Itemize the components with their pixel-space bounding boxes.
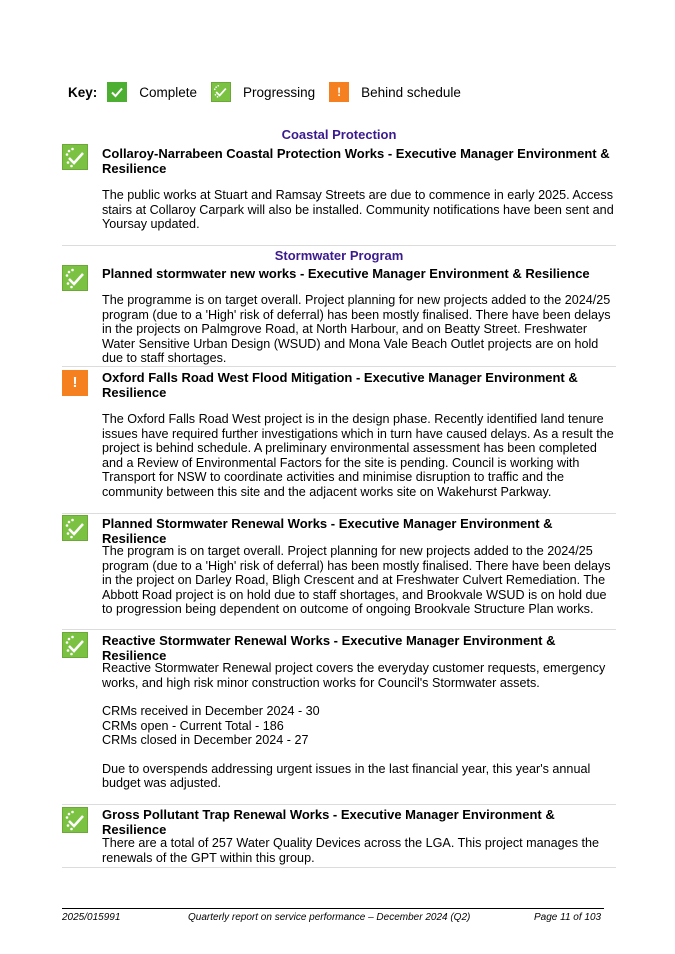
progressing-check-icon bbox=[211, 82, 231, 102]
complete-check-icon bbox=[107, 82, 127, 102]
item-paragraph: The program is on target overall. Project planning for new projects added to the 2024/25 program (due to a 'High' risk of deferral) has been mostly finalised. There have been delays in the project on Darley Road, Bligh Crescent and at Freshwater Culvert Remediation. The Abbott Road project is on hold due to staff shortages, and Brookvale WSUD is on hold due to progression being dependent on outcome of ongoing Brookvale Structure Plan works. bbox=[102, 544, 611, 616]
divider bbox=[62, 513, 616, 514]
section-title-coastal: Coastal Protection bbox=[281, 127, 397, 142]
key-behind-label: Behind schedule bbox=[361, 84, 461, 100]
item-body bbox=[102, 293, 614, 366]
progressing-check-icon bbox=[62, 265, 88, 291]
item-title: Planned stormwater new works - Executive Manager Environment & Resilience bbox=[102, 266, 590, 281]
crm-open: CRMs open - Current Total - 186 bbox=[102, 718, 284, 733]
item-paragraph: The Oxford Falls Road West project is in the design phase. Recently identified land tenure issues have required further investigations which in turn have caused delays. As a result the project is behind schedule. A preliminary environmental assessment has been completed and a Review of Environmental Factors for the site is pending. Council is working with Transport for NSW to coordinate activities and minimise disruption to traffic and the community between this site and the adjacent works site on Wakehurst Parkway. bbox=[102, 412, 614, 499]
crm-closed: CRMs closed in December 2024 - 27 bbox=[102, 733, 309, 747]
progressing-check-icon bbox=[62, 807, 88, 833]
status-key bbox=[68, 80, 475, 104]
progressing-check-icon bbox=[62, 515, 88, 541]
behind-schedule-icon: ! bbox=[62, 370, 88, 396]
progressing-check-icon bbox=[62, 632, 88, 658]
item-paragraph: Reactive Stormwater Renewal project covers the everyday customer requests, emergency works, and high risk minor construction works for Council's Stormwater assets. bbox=[102, 661, 606, 690]
item-title: Planned Stormwater Renewal Works - Executive Manager Environment & Resilience bbox=[102, 516, 553, 546]
item-body bbox=[102, 836, 614, 865]
divider bbox=[62, 366, 616, 367]
key-label: Key: bbox=[68, 84, 98, 100]
divider bbox=[62, 629, 616, 630]
item-body bbox=[102, 661, 614, 791]
item-title: Oxford Falls Road West Flood Mitigation - Executive Manager Environment & Resilience bbox=[102, 370, 578, 400]
item-body bbox=[102, 544, 614, 617]
divider bbox=[62, 245, 616, 246]
item-body bbox=[102, 412, 614, 499]
footer-page-number: Page 11 of 103 bbox=[534, 912, 602, 923]
item-title: Collaroy-Narrabeen Coastal Protection Works - Executive Manager Environment & Resilience bbox=[102, 146, 610, 176]
item-paragraph: There are a total of 257 Water Quality Devices across the LGA. This project manages the renewals of the GPT within this group. bbox=[102, 836, 599, 865]
behind-schedule-icon: ! bbox=[329, 82, 349, 102]
divider bbox=[62, 804, 616, 805]
key-progressing-label: Progressing bbox=[243, 84, 316, 100]
item-body bbox=[102, 188, 614, 232]
progressing-check-icon bbox=[62, 144, 88, 170]
crm-received: CRMs received in December 2024 - 30 bbox=[102, 704, 320, 718]
item-title: Gross Pollutant Trap Renewal Works - Executive Manager Environment & Resilience bbox=[102, 807, 555, 837]
footer-doc-id: 2025/015991 bbox=[62, 912, 121, 923]
key-complete-label: Complete bbox=[139, 84, 198, 100]
footer-title: Quarterly report on service performance – December 2024 (Q2) bbox=[188, 912, 471, 923]
item-paragraph: The programme is on target overall. Project planning for new projects added to the 2024/25 program (due to a 'High' risk of deferral) has been mostly finalised. There have been delays in the projects on Palmgrove Road, at North Harbour, and on Beatty Street. Freshwater Water Sensitive Urban Design (WSUD) and Mona Vale Beach Outlet projects are on hold due to staff shortages. bbox=[102, 293, 611, 365]
item-paragraph: The public works at Stuart and Ramsay Streets are due to commence in early 2025. Access stairs at Collaroy Carpark will also be installed. Community notifications have been sent and Yoursay updated. bbox=[102, 188, 614, 231]
section-title-stormwater: Stormwater Program bbox=[274, 248, 404, 263]
divider bbox=[62, 867, 616, 868]
item-paragraph: Due to overspends addressing urgent issues in the last financial year, this year's annual budget was adjusted. bbox=[102, 761, 591, 790]
footer-rule bbox=[62, 908, 604, 909]
item-title: Reactive Stormwater Renewal Works - Executive Manager Environment & Resilience bbox=[102, 633, 556, 663]
